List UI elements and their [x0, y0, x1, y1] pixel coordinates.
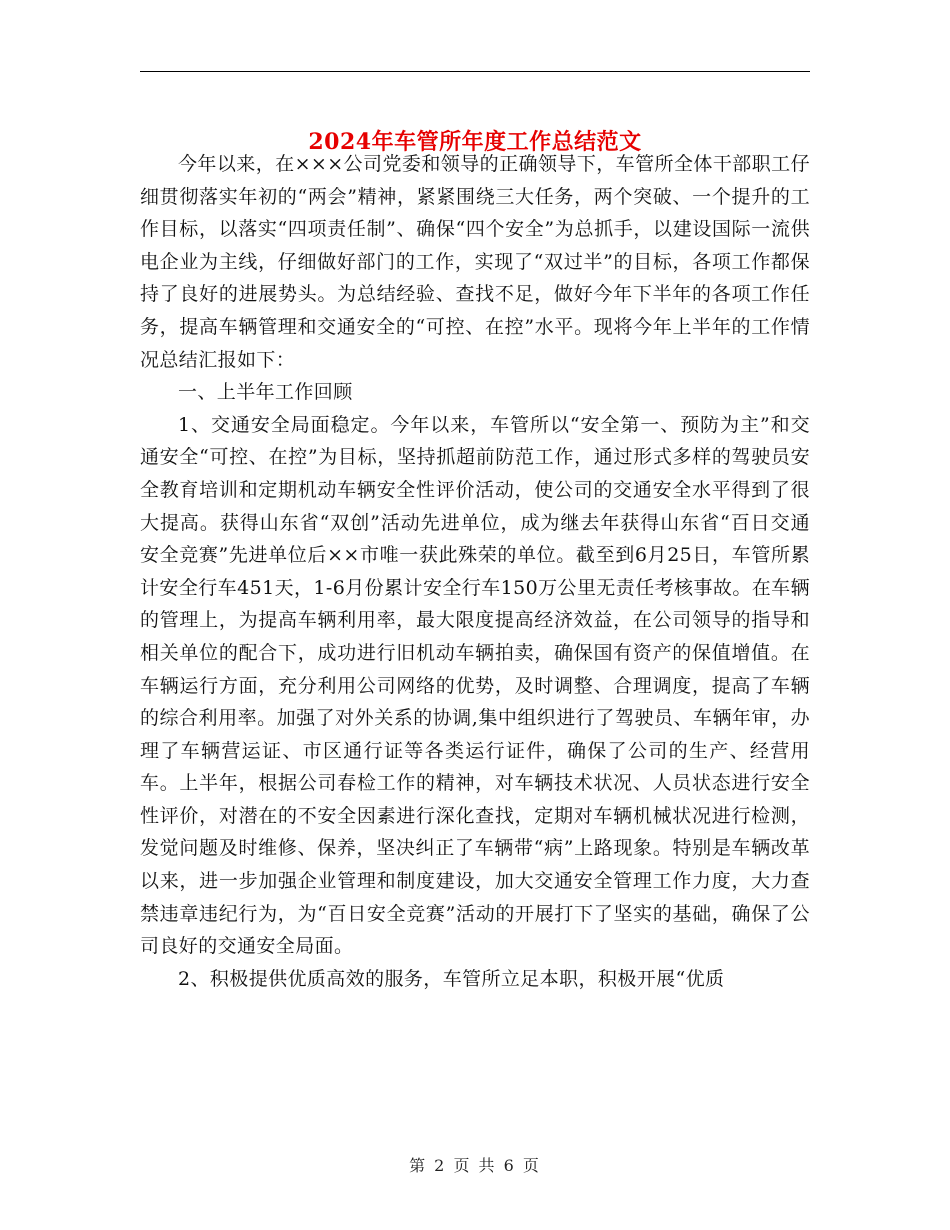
header-rule: [140, 71, 810, 72]
section-heading: 一、上半年工作回顾: [178, 381, 353, 404]
paragraph-service: 2、积极提供优质高效的服务，车管所立足本职，积极开展“优质: [178, 967, 725, 990]
document-body: [140, 148, 810, 995]
document-title: 2024年车管所年度工作总结范文: [308, 128, 642, 155]
page-number: 第 2 页 共 6 页: [409, 1156, 541, 1175]
paragraph-intro: 今年以来，在×××公司党委和领导的正确领导下，车管所全体干部职工仔细贯彻落实年初的“两会”精神，紧紧围绕三大任务，两个突破、一个提升的工作目标，以落实“四项责任制”、确保“四个安全”为总抓手，以建设国际一流供电企业为主线，仔细做好部门的工作，实现了“双过半”的目标，各项工作都保持了良好的进展势头。为总结经验、查找不足，做好今年下半年的各项工作任务，提高车辆管理和交通安全的“可控、在控”水平。现将今年上半年的工作情况总结汇报如下：: [140, 153, 810, 371]
paragraph-traffic-safety: 1、交通安全局面稳定。今年以来，车管所以“安全第一、预防为主”和交通安全“可控、在控”为目标，坚持抓超前防范工作，通过形式多样的驾驶员安全教育培训和定期机动车辆安全性评价活动，使公司的交通安全水平得到了很大提高。获得山东省“双创”活动先进单位，成为继去年获得山东省“百日交通安全竞赛”先进单位后××市唯一获此殊荣的单位。截至到6月25日，车管所累计安全行车451天，1-6月份累计安全行车150万公里无责任考核事故。在车辆的管理上，为提高车辆利用率，最大限度提高经济效益，在公司领导的指导和相关单位的配合下，成功进行旧机动车辆拍卖，确保国有资产的保值增值。在车辆运行方面，充分利用公司网络的优势，及时调整、合理调度，提高了车辆的综合利用率。加强了对外关系的协调,集中组织进行了驾驶员、车辆年审，办理了车辆营运证、市区通行证等各类运行证件，确保了公司的生产、经营用车。上半年，根据公司春检工作的精神，对车辆技术状况、人员状态进行安全性评价，对潜在的不安全因素进行深化查找，定期对车辆机械状况进行检测，发觉问题及时维修、保养，坚决纠正了车辆带“病”上路现象。特别是车辆改革以来，进一步加强企业管理和制度建设，加大交通安全管理工作力度，大力查禁违章违纪行为，为“百日安全竞赛”活动的开展打下了坚实的基础，确保了公司良好的交通安全局面。: [140, 413, 810, 958]
